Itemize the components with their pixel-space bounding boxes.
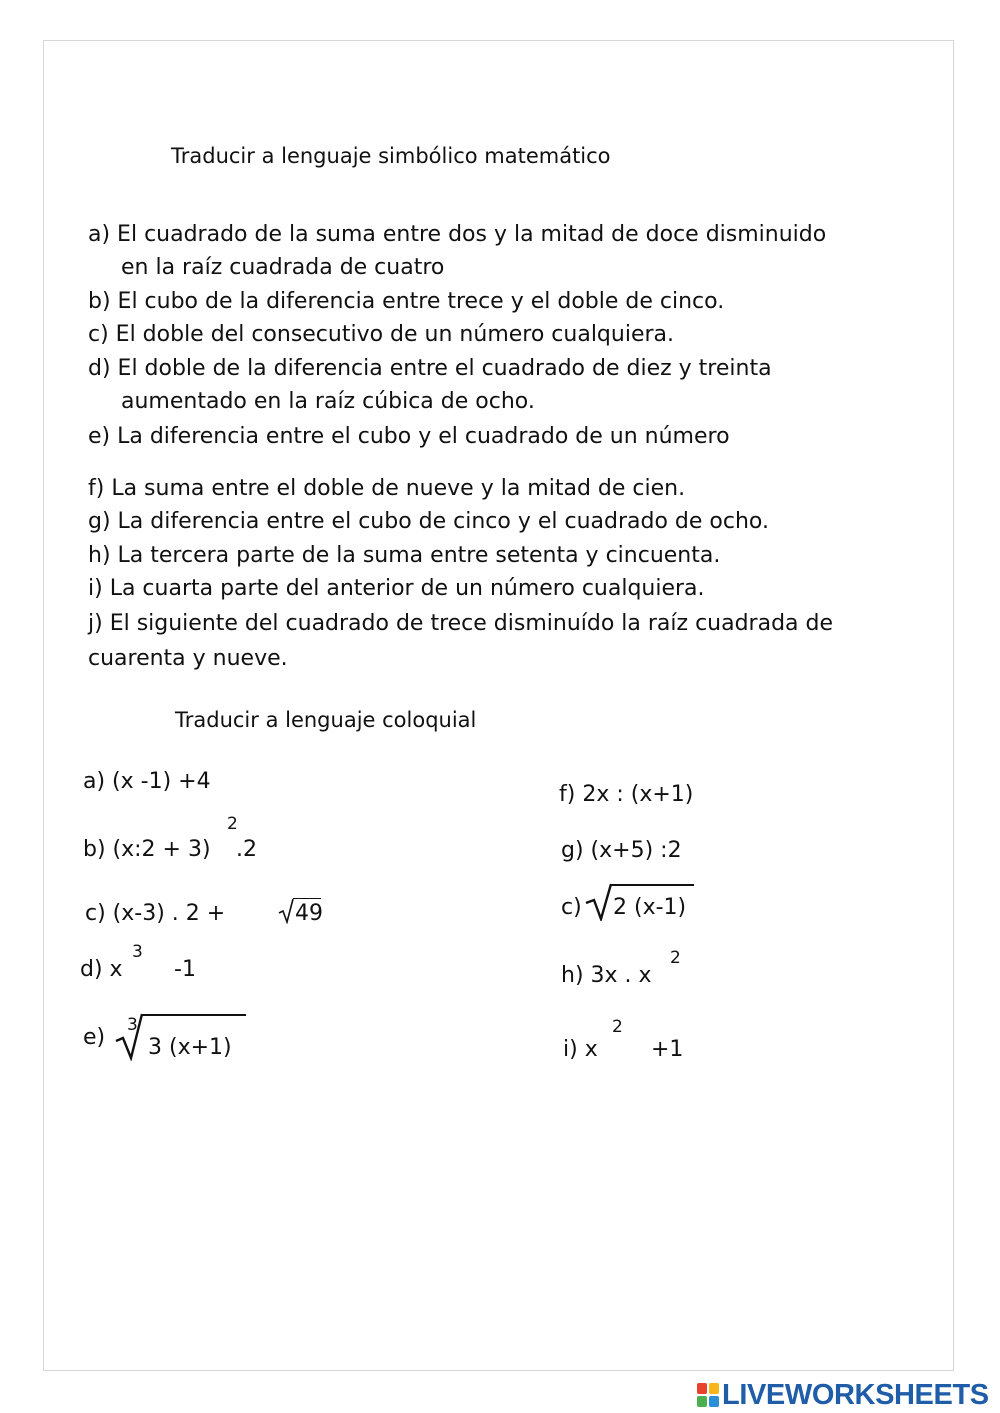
expr-a: a) (x -1) +4 [83, 769, 211, 794]
expr-d: d) x [80, 957, 123, 982]
exercise-h: h) La tercera parte de la suma entre setenta y cincuenta. [88, 543, 721, 568]
exercise-c: c) El doble del consecutivo de un número cualquiera. [88, 322, 675, 347]
cube-root-sign-icon [114, 1013, 144, 1061]
expr-e-label: e) [83, 1025, 106, 1050]
section2-title: Traducir a lenguaje coloquial [175, 708, 477, 732]
expr-e-vinculum [141, 1014, 246, 1016]
expr-b-exponent: 2 [227, 814, 238, 834]
expr-b-tail: .2 [236, 837, 257, 862]
logo-wordmark: LIVEWORKSHEETS [722, 1378, 989, 1411]
exercise-f: f) La suma entre el doble de nueve y la mitad de cien. [88, 476, 686, 501]
expr-h: h) 3x . x [561, 963, 652, 988]
expr-g: g) (x+5) :2 [561, 838, 682, 863]
expr-c-radicand: 49 [295, 901, 323, 926]
expr-c2-label: c) [561, 895, 582, 920]
exercise-d-line1: d) El doble de la diferencia entre el cuadrado de diez y treinta [88, 356, 772, 381]
sqrt-sign-large-icon [584, 883, 614, 921]
expr-i: i) x [563, 1037, 598, 1062]
logo-blocks-icon [697, 1383, 719, 1407]
expr-e-index: 3 [127, 1015, 138, 1035]
exercise-i: i) La cuarta parte del anterior de un número cualquiera. [88, 576, 705, 601]
expr-d-tail: -1 [174, 957, 196, 982]
exercise-j-line2: cuarenta y nueve. [88, 646, 288, 671]
exercise-b: b) El cubo de la diferencia entre trece y el doble de cinco. [88, 289, 725, 314]
liveworksheets-logo[interactable] [697, 1380, 989, 1410]
expr-c2-radicand: 2 (x-1) [613, 895, 687, 920]
expr-c2-vinculum [610, 884, 694, 886]
expr-c: c) (x-3) . 2 + [85, 901, 226, 926]
expr-f: f) 2x : (x+1) [559, 782, 694, 807]
exercise-a-line2: en la raíz cuadrada de cuatro [121, 255, 445, 280]
exercise-e: e) La diferencia entre el cubo y el cuadrado de un número [88, 424, 730, 449]
expr-c-vinculum [293, 898, 321, 899]
exercise-g: g) La diferencia entre el cubo de cinco y el cuadrado de ocho. [88, 509, 769, 534]
expr-i-exponent: 2 [612, 1017, 623, 1037]
exercise-j-line1: j) El siguiente del cuadrado de trece disminuído la raíz cuadrada de [88, 611, 834, 636]
expr-i-tail: +1 [651, 1037, 684, 1062]
section1-title: Traducir a lenguaje simbólico matemático [171, 144, 611, 168]
sqrt-sign-icon [278, 898, 296, 924]
expr-h-exponent: 2 [670, 948, 681, 968]
expr-e-radicand: 3 (x+1) [148, 1035, 232, 1060]
exercise-a-line1: a) El cuadrado de la suma entre dos y la mitad de doce disminuido [88, 222, 827, 247]
expr-d-exponent: 3 [132, 942, 143, 962]
expr-b: b) (x:2 + 3) [83, 837, 211, 862]
exercise-d-line2: aumentado en la raíz cúbica de ocho. [121, 389, 535, 414]
